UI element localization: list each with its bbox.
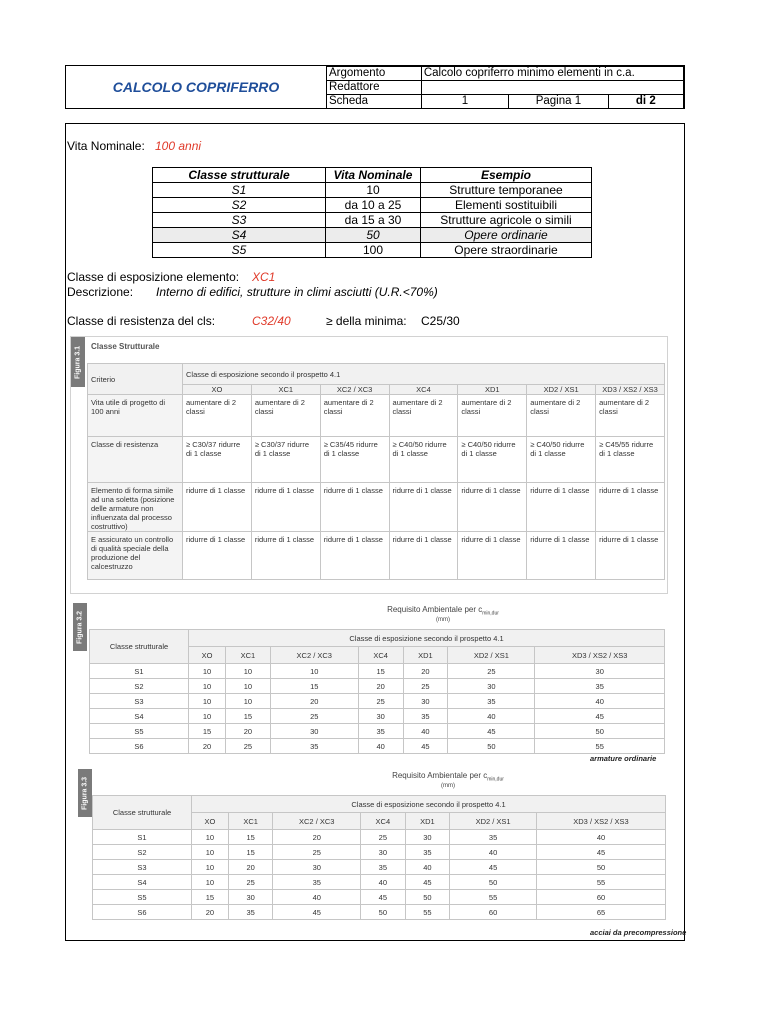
vita-nominale-label: Vita Nominale: [67,139,145,153]
resistenza-compare-label: ≥ della minima: [326,314,407,328]
figure-title: Classe Strutturale [91,342,160,351]
table-cell: 50 [361,905,406,920]
table-cell: S3 [93,860,192,875]
exposure-col-header: XO [183,385,252,395]
table-row [88,483,665,532]
exposure-col-header: XD3 / XS2 / XS3 [536,813,665,830]
exposure-col-header: XD2 / XS1 [448,647,535,664]
table-cell: S6 [93,905,192,920]
table-cell: 45 [535,709,665,724]
table-cell: 10 [189,694,226,709]
table-cell: aumentare di 2 classi [251,395,320,437]
table-cell: aumentare di 2 classi [320,395,389,437]
table-cell: 10 [326,183,421,198]
figure-3-3 [78,769,666,919]
table-cell: 45 [405,875,450,890]
exposure-col-header: XO [192,813,229,830]
table-cell: ridurre di 1 classe [320,483,389,532]
table-cell: ridurre di 1 classe [183,483,252,532]
table-cell: 35 [358,724,403,739]
resistenza-label: Classe di resistenza del cls: [67,314,216,328]
esposizione-value: XC1 [252,270,276,284]
exposure-col-header: XC4 [389,385,458,395]
table-cell: 25 [358,694,403,709]
exposure-col-header: XC2 / XC3 [270,647,358,664]
table-cell: 50 [536,860,665,875]
exposure-col-header: XC1 [228,813,273,830]
table-cell: 45 [273,905,361,920]
exposure-col-header: XD3 / XS2 / XS3 [596,385,665,395]
table-cell: 30 [228,890,273,905]
table-cell: 20 [403,664,448,679]
table-cell: S6 [90,739,189,754]
criterio-label: Classe di resistenza [88,437,183,483]
exposure-col-header: XD2 / XS1 [527,385,596,395]
note-precompressione: acciai da precompressione [590,928,687,937]
esposizione-label: Classe di esposizione elemento: [67,270,240,284]
table-cell: 45 [450,860,537,875]
table-row [153,198,592,213]
resistenza-value: C32/40 [252,314,291,328]
group-header: Classe di esposizione secondo il prospetto 4.1 [192,796,666,813]
table-cell: 55 [450,890,537,905]
figure-3-3-table [92,795,666,920]
table-cell: aumentare di 2 classi [527,395,596,437]
table-row [153,228,592,243]
classe-header: Classe strutturale [93,796,192,830]
table-cell: 55 [405,905,450,920]
table-cell: ridurre di 1 classe [389,532,458,580]
table-cell: 30 [403,694,448,709]
figure-3-2 [73,603,665,753]
table-cell: Strutture agricole o simili [421,213,592,228]
table-cell: Elementi sostituibili [421,198,592,213]
note-armature: armature ordinarie [590,754,657,763]
exposure-col-header: XC4 [358,647,403,664]
exposure-col-header: XD1 [403,647,448,664]
table-cell: ridurre di 1 classe [183,532,252,580]
table-row [93,860,666,875]
exposure-col-header: XD1 [405,813,450,830]
redattore-label: Redattore [327,81,422,95]
vita-nominale-value: 100 anni [155,139,202,153]
figure-tab: Figura 3.3 [78,769,92,817]
table-cell: 55 [535,739,665,754]
exposure-col-header: XC4 [361,813,406,830]
table-cell: S4 [153,228,326,243]
table-row [93,845,666,860]
table-cell: ≥ C40/50 ridurre di 1 classe [389,437,458,483]
table-row [88,437,665,483]
table-cell: S2 [153,198,326,213]
figure-unit: (mm) [441,782,455,789]
table-row [90,709,665,724]
table-cell: 50 [326,228,421,243]
table-cell: 45 [403,739,448,754]
table-cell: S4 [93,875,192,890]
table-cell: aumentare di 2 classi [458,395,527,437]
header-info-table [326,66,684,109]
resistenza-minimum-value: C25/30 [421,314,460,328]
table-cell: 65 [536,905,665,920]
table-cell: 40 [535,694,665,709]
col-header: Esempio [421,168,592,183]
table-row [153,183,592,198]
table-cell: ≥ C30/37 ridurre di 1 classe [251,437,320,483]
table-cell: ridurre di 1 classe [458,483,527,532]
exposure-col-header: XC2 / XC3 [320,385,389,395]
table-cell: 40 [358,739,403,754]
pagina-label: Pagina 1 [509,95,608,109]
exposure-col-header: XD2 / XS1 [450,813,537,830]
table-cell: 20 [273,830,361,845]
table-cell: 10 [192,860,229,875]
table-cell: 25 [448,664,535,679]
figure-unit: (mm) [436,616,450,623]
table-cell: 20 [228,860,273,875]
table-cell: ridurre di 1 classe [251,532,320,580]
pagina-total: di 2 [608,95,683,109]
table-cell: Strutture temporanee [421,183,592,198]
table-cell: 35 [361,860,406,875]
exposure-col-header: XD1 [458,385,527,395]
table-cell: aumentare di 2 classi [183,395,252,437]
table-cell: S1 [90,664,189,679]
table-row [90,679,665,694]
table-cell: 30 [535,664,665,679]
table-cell: S3 [153,213,326,228]
table-cell: 35 [450,830,537,845]
redattore-value [421,81,683,95]
table-cell: S1 [153,183,326,198]
table-cell: 25 [361,830,406,845]
scheda-value: 1 [421,95,508,109]
exposure-col-header: XD3 / XS2 / XS3 [535,647,665,664]
table-cell: 30 [358,709,403,724]
table-cell: 30 [273,860,361,875]
table-cell: 20 [226,724,271,739]
table-row [90,724,665,739]
table-cell: 35 [228,905,273,920]
table-cell: 45 [536,845,665,860]
table-cell: 15 [226,709,271,724]
figure-tab: Figura 3.1 [71,337,85,387]
table-cell: 10 [189,664,226,679]
table-cell: 35 [273,875,361,890]
table-cell: S5 [90,724,189,739]
table-cell: 100 [326,243,421,258]
figure-3-2-table [89,629,665,754]
scheda-label: Scheda [327,95,422,109]
table-cell: da 15 a 30 [326,213,421,228]
table-cell: 30 [270,724,358,739]
table-cell: 35 [405,845,450,860]
table-cell: 35 [448,694,535,709]
document-title: CALCOLO COPRIFERRO [112,79,280,95]
table-cell: 40 [448,709,535,724]
table-cell: Opere ordinarie [421,228,592,243]
table-cell: 15 [192,890,229,905]
table-cell: 10 [270,664,358,679]
col-header: Vita Nominale [326,168,421,183]
table-cell: S1 [93,830,192,845]
table-cell: S5 [93,890,192,905]
table-row [90,664,665,679]
figure-3-1 [70,336,668,594]
table-cell: 10 [226,694,271,709]
table-cell: 60 [450,905,537,920]
table-cell: 40 [536,830,665,845]
table-cell: 35 [535,679,665,694]
table-cell: S2 [90,679,189,694]
table-cell: 45 [361,890,406,905]
table-cell: 40 [361,875,406,890]
table-cell: S4 [90,709,189,724]
table-cell: 35 [403,709,448,724]
table-cell: ridurre di 1 classe [527,532,596,580]
table-cell: 25 [226,739,271,754]
table-row [93,905,666,920]
criterio-label: E assicurato un controllo di qualità speciale della produzione del calcestruzzo [88,532,183,580]
table-cell: S3 [90,694,189,709]
table-cell: 30 [405,830,450,845]
table-cell: 20 [358,679,403,694]
table-cell: 15 [358,664,403,679]
table-cell: 50 [405,890,450,905]
table-row [93,830,666,845]
table-cell: 50 [535,724,665,739]
table-cell: ridurre di 1 classe [527,483,596,532]
criterio-label: Elemento di forma simile ad una soletta (posizione delle armature non influenzata dal processo costruttivo) [88,483,183,532]
table-cell: 25 [270,709,358,724]
criterio-header: Criterio [88,364,183,395]
header-box [65,65,685,109]
table-cell: 20 [192,905,229,920]
table-row [93,875,666,890]
table-cell: ≥ C40/50 ridurre di 1 classe [527,437,596,483]
descrizione-label: Descrizione: [67,285,134,299]
table-cell: 10 [226,679,271,694]
table-cell: 40 [405,860,450,875]
figure-tab: Figura 3.2 [73,603,87,651]
table-row [153,213,592,228]
table-cell: 10 [189,679,226,694]
table-row [93,890,666,905]
table-cell: aumentare di 2 classi [596,395,665,437]
table-cell: 25 [403,679,448,694]
table-cell: ≥ C30/37 ridurre di 1 classe [183,437,252,483]
table-cell: 40 [273,890,361,905]
table-row [90,739,665,754]
exposure-col-header: XC2 / XC3 [273,813,361,830]
group-header: Classe di esposizione secondo il prospetto 4.1 [183,364,665,385]
table-cell: ridurre di 1 classe [389,483,458,532]
descrizione-value: Interno di edifici, strutture in climi asciutti (U.R.<70%) [156,285,438,299]
table-cell: 10 [226,664,271,679]
table-cell: 50 [450,875,537,890]
table-cell: ridurre di 1 classe [596,483,665,532]
table-cell: 55 [536,875,665,890]
table-cell: 15 [228,845,273,860]
table-cell: ridurre di 1 classe [596,532,665,580]
table-row [90,694,665,709]
table-cell: 20 [270,694,358,709]
exposure-col-header: XC1 [226,647,271,664]
table-row [88,395,665,437]
table-cell: 10 [192,875,229,890]
figure-3-1-table [87,363,665,580]
figure-title: Requisito Ambientale per $c_{min,dur}$ (mm) [273,605,613,623]
table-cell: 30 [448,679,535,694]
table-cell: ≥ C45/55 ridurre di 1 classe [596,437,665,483]
vita-nominale-table [152,167,592,258]
table-cell: 40 [450,845,537,860]
table-cell: ridurre di 1 classe [251,483,320,532]
exposure-col-header: XC1 [251,385,320,395]
table-cell: S5 [153,243,326,258]
table-cell: 15 [228,830,273,845]
table-row [153,243,592,258]
exposure-col-header: XO [189,647,226,664]
table-row [88,532,665,580]
table-cell: 15 [189,724,226,739]
group-header: Classe di esposizione secondo il prospetto 4.1 [189,630,665,647]
argomento-value: Calcolo copriferro minimo elementi in c.a. [421,67,683,81]
table-cell: 45 [448,724,535,739]
table-cell: 10 [192,830,229,845]
table-cell: 15 [270,679,358,694]
col-header: Classe strutturale [153,168,326,183]
figure-title: Requisito Ambientale per $c_{min,dur}$ (mm) [278,771,618,789]
table-cell: Opere straordinarie [421,243,592,258]
table-cell: ≥ C40/50 ridurre di 1 classe [458,437,527,483]
table-cell: 25 [228,875,273,890]
table-cell: 10 [189,709,226,724]
table-cell: 30 [361,845,406,860]
table-cell: 40 [403,724,448,739]
table-cell: S2 [93,845,192,860]
table-cell: 25 [273,845,361,860]
table-cell: 20 [189,739,226,754]
table-cell: 50 [448,739,535,754]
table-cell: 10 [192,845,229,860]
table-cell: ridurre di 1 classe [458,532,527,580]
criterio-label: Vita utile di progetto di 100 anni [88,395,183,437]
table-cell: 35 [270,739,358,754]
table-cell: da 10 a 25 [326,198,421,213]
classe-header: Classe strutturale [90,630,189,664]
table-cell: aumentare di 2 classi [389,395,458,437]
table-cell: ridurre di 1 classe [320,532,389,580]
argomento-label: Argomento [327,67,422,81]
table-cell: ≥ C35/45 ridurre di 1 classe [320,437,389,483]
table-cell: 60 [536,890,665,905]
